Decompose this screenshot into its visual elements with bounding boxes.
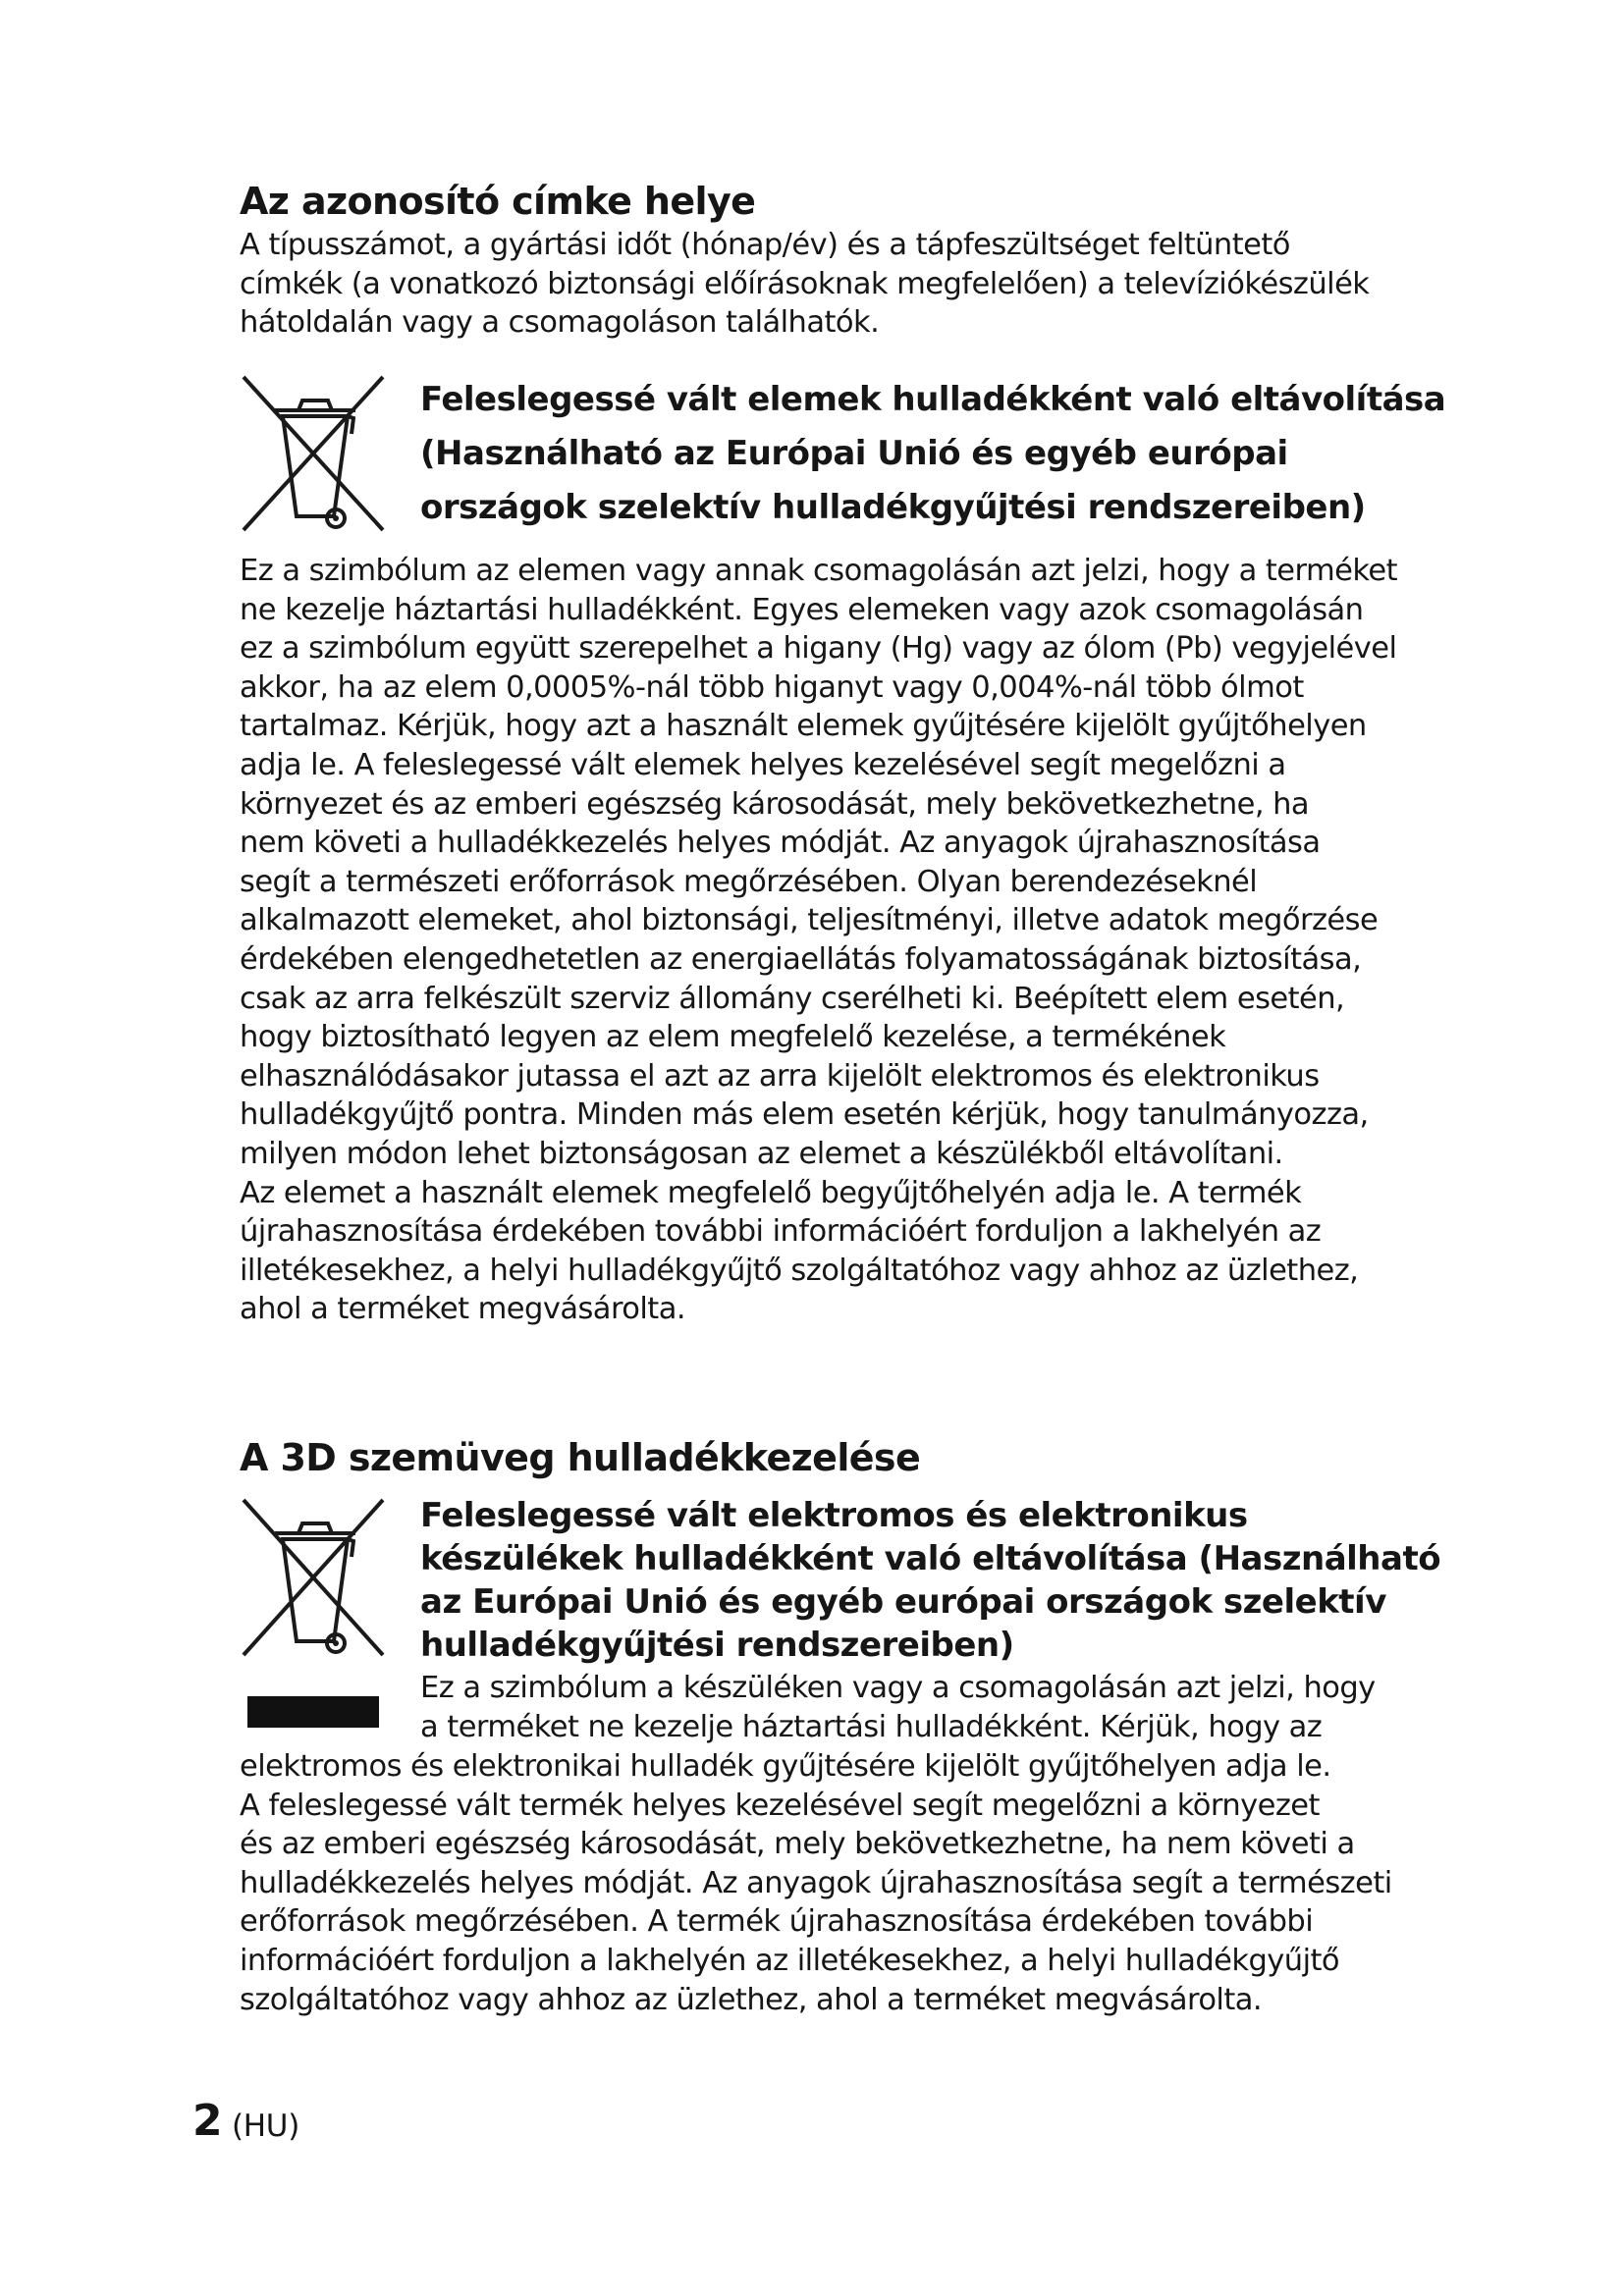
paragraph-line: elhasználódásakor jutassa el azt az arra kijelölt elektromos és elektronikus: [240, 1058, 1320, 1094]
paragraph-line: A típusszámot, a gyártási időt (hónap/év) és a tápfeszültséget feltüntető: [240, 228, 1290, 262]
paragraph-line: ez a szimbólum együtt szerepelhet a higany (Hg) vagy az ólom (Pb) vegyjelével: [240, 631, 1397, 667]
title-line: (Használható az Európai Unió és egyéb európai: [420, 434, 1288, 473]
paragraph-line: hulladékkezelés helyes módját. Az anyagok újrahasznosítása segít a természeti: [240, 1865, 1392, 1900]
weee-disposal-paragraph: [240, 1747, 1437, 2019]
paragraph-line: környezet és az emberi egészség károsodását, mely bekövetkezhetne, ha: [240, 786, 1310, 822]
title-line: Feleslegessé vált elemek hulladékként való eltávolítása: [420, 380, 1446, 419]
paragraph-line: illetékesekhez, a helyi hulladékgyűjtő szolgáltatóhoz vagy ahhoz az üzlethez,: [240, 1253, 1359, 1288]
paragraph-line: szolgáltatóhoz vagy ahhoz az üzlethez, ahol a terméket megvásárolta.: [240, 1982, 1263, 2017]
paragraph-line: ahol a terméket megvásárolta.: [240, 1292, 685, 1327]
crossed-out-wheeled-bin-with-bar-icon: [238, 1496, 389, 1659]
paragraph-line: hátoldalán vagy a csomagoláson találhatók.: [240, 305, 880, 341]
paragraph-line: Az elemet a használt elemek megfelelő begyűjtőhelyén adja le. A termék: [240, 1175, 1302, 1210]
title-line: az Európai Unió és egyéb európai országok szelektív: [420, 1582, 1386, 1622]
weee-disposal-title: [420, 1494, 1440, 1667]
paragraph-line: adja le. A feleslegessé vált elemek helyes kezelésével segít megelőzni a: [240, 747, 1286, 782]
battery-disposal-paragraph: [240, 552, 1437, 1329]
title-line: Feleslegessé vált elektromos és elektronikus: [420, 1496, 1248, 1535]
label-location-paragraph: [240, 226, 1437, 343]
paragraph-line: segít a természeti erőforrások megőrzésében. Olyan berendezéseknél: [240, 864, 1258, 899]
paragraph-line: és az emberi egészség károsodását, mely bekövetkezhetne, ha nem követi a: [240, 1827, 1355, 1862]
title-line: hulladékgyűjtési rendszereiben): [420, 1626, 1014, 1665]
paragraph-line: érdekében elengedhetetlen az energiaellátás folyamatosságának biztosítása,: [240, 941, 1362, 977]
paragraph-line: alkalmazott elemeket, ahol biztonsági, teljesítményi, illetve adatok megőrzése: [240, 903, 1379, 938]
paragraph-line: erőforrások megőrzésében. A termék újrahasznosítása érdekében további: [240, 1904, 1314, 1940]
weee-disposal-paragraph-indented: [420, 1669, 1441, 1746]
paragraph-line: elektromos és elektronikai hulladék gyűjtésére kijelölt gyűjtőhelyen adja le.: [240, 1749, 1331, 1784]
paragraph-line: Ez a szimbólum a készüléken vagy a csomagolásán azt jelzi, hogy: [420, 1671, 1376, 1705]
title-line: készülékek hulladékként való eltávolítása (Használható: [420, 1539, 1441, 1578]
paragraph-line: nem követi a hulladékkezelés helyes módját. Az anyagok újrahasznosítása: [240, 826, 1321, 861]
paragraph-line: információért forduljon a lakhelyén az illetékesekhez, a helyi hulladékgyűjtő: [240, 1943, 1340, 1978]
paragraph-line: hogy biztosítható legyen az elem megfelelő kezelése, a termékének: [240, 1020, 1226, 1055]
page-language: (HU): [232, 2109, 299, 2144]
paragraph-line: hulladékgyűjtő pontra. Minden más elem esetén kérjük, hogy tanulmányozza,: [240, 1097, 1369, 1133]
paragraph-line: akkor, ha az elem 0,0005%-nál több higanyt vagy 0,004%-nál több ólmot: [240, 669, 1304, 705]
paragraph-line: újrahasznosítása érdekében további információért forduljon a lakhelyén az: [240, 1214, 1322, 1250]
paragraph-line: a terméket ne kezelje háztartási hulladékként. Kérjük, hogy az: [420, 1709, 1323, 1744]
solid-bar-icon: [247, 1696, 379, 1728]
paragraph-line: ne kezelje háztartási hulladékként. Egyes elemeken vagy azok csomagolásán: [240, 592, 1364, 627]
paragraph-line: tartalmaz. Kérjük, hogy azt a használt elemek gyűjtésére kijelölt gyűjtőhelyen: [240, 709, 1367, 744]
paragraph-line: csak az arra felkészült szerviz állomány cserélheti ki. Beépített elem esetén,: [240, 981, 1345, 1016]
paragraph-line: A feleslegessé vált termék helyes kezelésével segít megelőzni a környezet: [240, 1788, 1320, 1823]
page-number: 2: [192, 2096, 223, 2146]
title-line: országok szelektív hulladékgyűjtési rendszereiben): [420, 488, 1366, 527]
paragraph-line: milyen módon lehet biztonságosan az elemet a készülékből eltávolítani.: [240, 1136, 1283, 1171]
battery-disposal-title: [420, 373, 1445, 535]
crossed-out-wheeled-bin-icon: [238, 373, 389, 534]
label-location-heading: Az azonosító címke helye: [240, 180, 756, 223]
3d-glasses-disposal-heading: A 3D szemüveg hulladékkezelése: [240, 1436, 921, 1479]
paragraph-line: címkék (a vonatkozó biztonsági előírásoknak megfelelően) a televíziókészülék: [240, 266, 1370, 301]
paragraph-line: Ez a szimbólum az elemen vagy annak csomagolásán azt jelzi, hogy a terméket: [240, 554, 1398, 588]
